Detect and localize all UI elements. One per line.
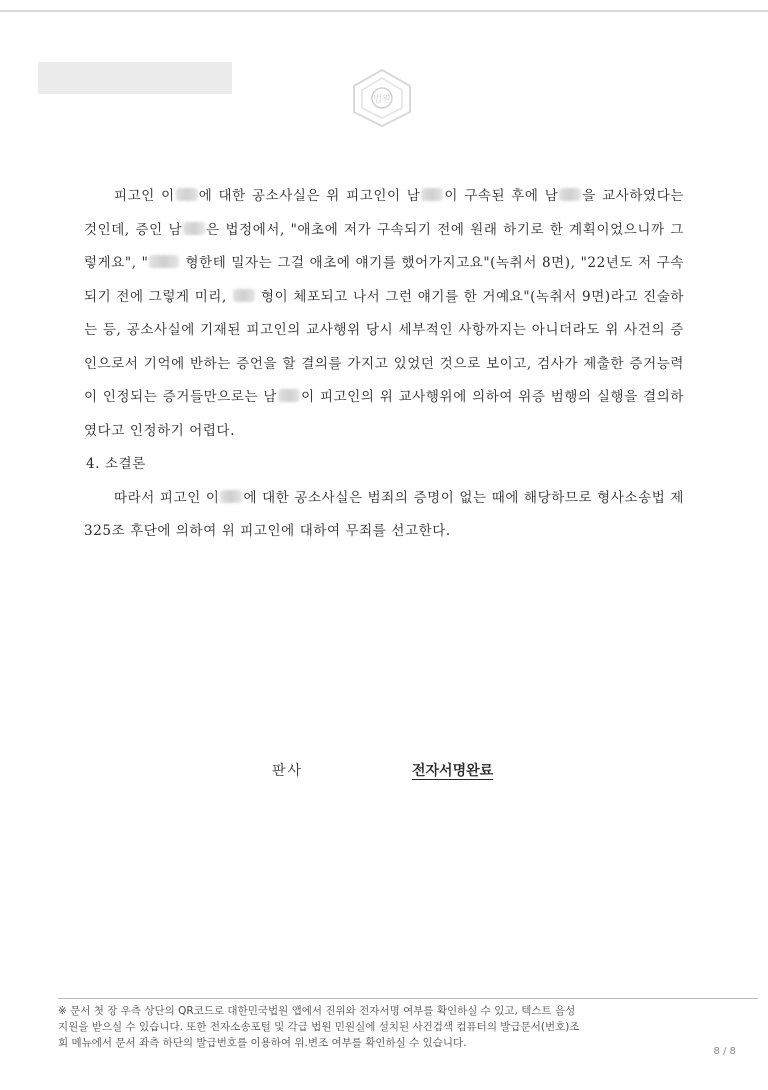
notice-line: 지원을 받으실 수 있습니다. 또한 전자소송포털 및 각급 법원 민원실에 설치된 사건검색 컴퓨터의 발급문서(번호)조: [58, 1021, 580, 1033]
notice-line: ※ 문서 첫 장 우측 상단의 QR코드로 대한민국법원 앱에서 진위와 전자서명 여부를 확인하실 수 있고, 텍스트 음성: [58, 1005, 576, 1017]
redacted-name: [149, 255, 179, 268]
judge-label: 판사: [272, 763, 304, 779]
redacted-name: [559, 188, 581, 201]
top-rule: [0, 10, 768, 12]
redacted-name: [183, 222, 205, 235]
text-segment: 은 법정에서, "애초에 저가 구속되기 전에 원래 하기로 한 계획이었으니까 그렇게요", ": [84, 221, 684, 271]
paragraph-reasoning: [84, 180, 684, 448]
text-segment: 이 구속된 후에 남: [444, 188, 559, 204]
text-segment: 에 대한 공소사실은 위 피고인이 남: [198, 188, 421, 204]
text-segment: 따라서 피고인 이: [114, 489, 220, 506]
redacted-name: [278, 389, 300, 402]
paragraph-conclusion: [84, 482, 684, 549]
text-segment: 형한테 밀자는 그걸 애초에 얘기를 했어가지고요"(녹취서 8면), "22년도 저 구속되기 전에 그렇게 미리,: [84, 255, 685, 305]
text-segment: 이 피고인의 위 교사행위에 의하여 위증 범행의 실행을 결의하였다고 인정하기 어렵다.: [84, 389, 685, 439]
e-signature-status: 전자서명완료: [412, 763, 494, 779]
redacted-name: [176, 188, 198, 201]
redacted-header-box: [38, 62, 232, 94]
notice-line: 회 메뉴에서 문서 좌측 하단의 발급번호를 이용하여 위.변조 여부를 확인하실 수 있습니다.: [58, 1037, 467, 1049]
text-segment: 피고인 이: [114, 188, 175, 204]
verification-notice: [58, 998, 758, 1051]
signature-row: [0, 760, 768, 784]
text-segment: 형이 체포되고 나서 그런 얘기를 한 거예요"(녹취서 9면)라고 진술하는 등, 공소사실에 기재된 피고인의 교사행위 당시 세부적인 사항까지는 아니더라도 위 사건의 증인으로서 기억에 반하는 증언을 할 결의를 가지고 있었던 것으로 보이고, 검사가 제출한 증거능력이 인정되는 증거들만으로는 남: [84, 288, 684, 405]
section-heading: 4. 소결론: [86, 456, 146, 472]
redacted-name: [421, 188, 443, 201]
court-seal-watermark: [346, 64, 418, 132]
page-number: 8 / 8: [713, 1046, 736, 1057]
redacted-name: [220, 490, 242, 503]
text-segment: 을 교사하였다는 것인데, 증인 남: [84, 188, 684, 238]
judgment-body: [84, 180, 684, 549]
seal-label: 법원: [373, 95, 391, 105]
text-segment: 에 대한 공소사실은 범죄의 증명이 없는 때에 해당하므로 형사소송법 제325조 후단에 의하여 위 피고인에 대하여 무죄를 선고한다.: [84, 489, 685, 539]
redacted-name: [233, 289, 255, 302]
